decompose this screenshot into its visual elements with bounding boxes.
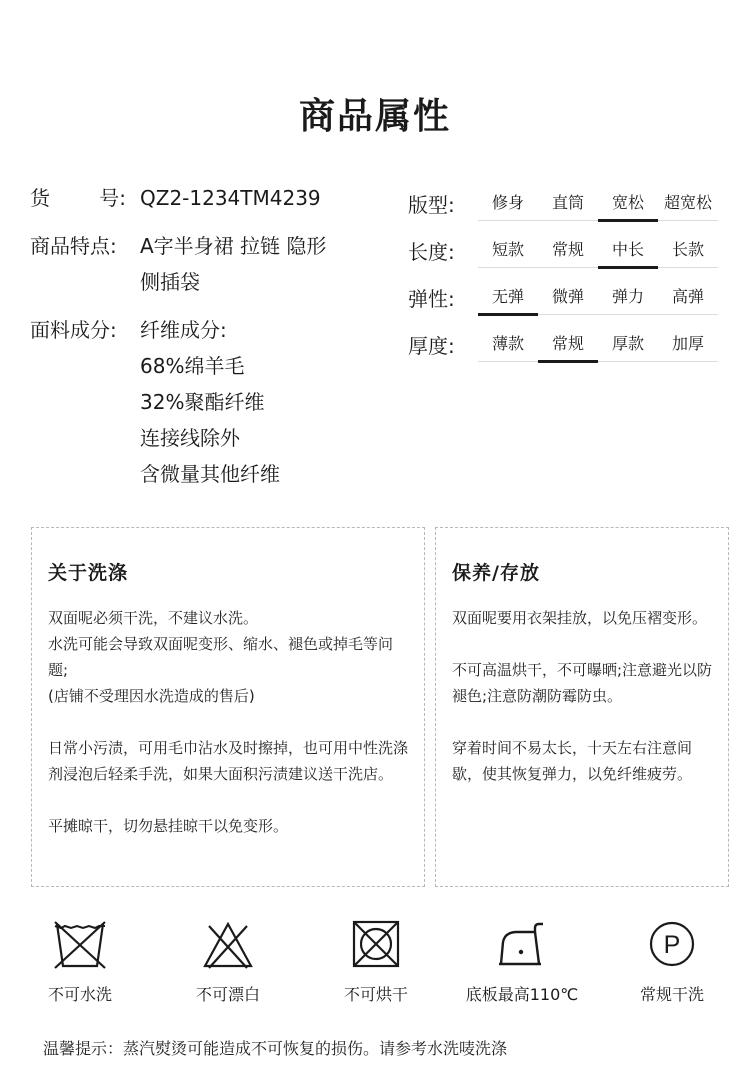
option-label: 版型: — [408, 193, 455, 217]
option-item: 薄款 — [491, 333, 524, 353]
care-item-iron — [462, 918, 582, 1005]
option-item: 常规 — [538, 328, 598, 361]
storage-paragraph: 双面呢要用衣架挂放，以免压褶变形。 — [452, 609, 708, 627]
features-label: 商品特点: — [30, 234, 117, 258]
svg-text:P: P — [663, 931, 681, 959]
option-row — [408, 227, 720, 274]
option-item: 加厚 — [671, 333, 704, 353]
care-label: 不可烘干 — [343, 985, 408, 1004]
option-label: 长度: — [408, 240, 455, 264]
attribute-options — [408, 180, 720, 368]
washing-paragraph: 双面呢必须干洗，不建议水洗。 水洗可能会导致双面呢变形、缩水、褪色或掉毛等问题; (店铺不受理因水洗造成的售后) — [48, 609, 394, 705]
care-item-no-wash — [20, 918, 140, 1005]
care-item-no-tumble-dry — [316, 918, 436, 1005]
care-label: 不可漂白 — [195, 985, 260, 1004]
attribute-list — [30, 180, 410, 492]
option-item: 无弹 — [478, 281, 538, 314]
option-item: 常规 — [551, 239, 584, 259]
option-item: 直筒 — [551, 192, 584, 212]
no-wash-icon — [53, 918, 107, 970]
care-icons — [0, 918, 750, 1018]
no-tumble-dry-icon — [349, 918, 403, 970]
option-item: 厚款 — [611, 333, 644, 353]
care-label: 常规干洗 — [639, 985, 704, 1004]
sku-label: 货 号: — [30, 186, 126, 210]
iron-icon — [495, 918, 549, 970]
option-item: 长款 — [671, 239, 704, 259]
option-item: 短款 — [491, 239, 524, 259]
storage-panel — [435, 527, 729, 887]
option-row — [408, 180, 720, 227]
sku-row — [30, 180, 410, 216]
option-row — [408, 321, 720, 368]
option-item: 超宽松 — [663, 192, 712, 212]
option-item: 修身 — [491, 192, 524, 212]
option-list — [478, 234, 718, 268]
storage-paragraph: 穿着时间不易太长，十天左右注意间歇，使其恢复弹力，以免纤维疲劳。 — [452, 739, 693, 783]
option-list — [478, 328, 718, 362]
page-title: 商品属性 — [298, 96, 451, 137]
option-item: 宽松 — [598, 187, 658, 220]
no-bleach-icon — [201, 918, 255, 970]
option-label: 厚度: — [408, 334, 455, 358]
sku-value: QZ2-1234TM4239 — [140, 186, 321, 210]
features-value: A字半身裙 拉链 隐形 侧插袋 — [140, 234, 327, 294]
option-item: 中长 — [598, 234, 658, 267]
option-item: 弹力 — [611, 286, 644, 306]
care-label: 不可水洗 — [47, 985, 112, 1004]
washing-title: 关于洗涤 — [48, 562, 129, 584]
care-label: 底板最高110℃ — [465, 985, 579, 1004]
fabric-label: 面料成分: — [30, 318, 117, 342]
option-item: 微弹 — [551, 286, 584, 306]
washing-paragraph: 日常小污渍，可用毛巾沾水及时擦掉，也可用中性洗涤剂浸泡后轻柔手洗，如果大面积污渍建议送干洗店。 — [48, 739, 409, 783]
fabric-value: 纤维成分: 68%绵羊毛 32%聚酯纤维 连接线除外 含微量其他纤维 — [140, 318, 280, 486]
fabric-row — [30, 312, 410, 492]
washing-panel — [31, 527, 425, 887]
washing-paragraph: 平摊晾干，切勿悬挂晾干以免变形。 — [48, 817, 289, 835]
warm-tip: 温馨提示：蒸汽熨烫可能造成不可恢复的损伤。请参考水洗唛洗涤 — [43, 1039, 508, 1058]
storage-paragraph: 不可高温烘干，不可曝晒;注意避光以防褪色;注意防潮防霉防虫。 — [452, 661, 713, 705]
storage-title: 保养/存放 — [452, 562, 540, 584]
dry-clean-icon — [645, 918, 699, 970]
features-row — [30, 228, 410, 300]
option-list — [478, 187, 718, 221]
option-label: 弹性: — [408, 287, 455, 311]
option-row — [408, 274, 720, 321]
care-item-dry-clean — [612, 918, 732, 1005]
care-item-no-bleach — [168, 918, 288, 1005]
option-item: 高弹 — [671, 286, 704, 306]
option-list — [478, 281, 718, 315]
